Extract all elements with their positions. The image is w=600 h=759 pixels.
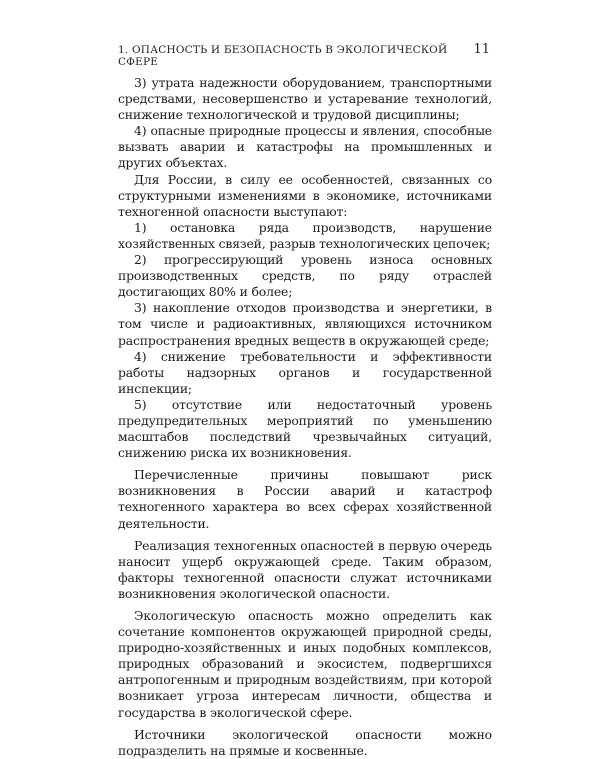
paragraph: Экологическую опасность можно определить как сочетание компонентов окружающей природной среды, природно-хозяйственных и иных подобных комплексов, природных образований и экосистем, подвергшихся антропогенным и природным воздействиям, при которой возникает угроза интересам личности, общества и государства в экологической сфере. [118,608,492,720]
paragraph: Реализация техногенных опасностей в первую очередь наносит ущерб окружающей среде. Таким образом, факторы техногенной опасности служат источниками возникновения экологической опасности. [118,537,492,601]
paragraph: 3) утрата надежности оборудованием, транспортными средствами, несовершенство и устаревание технологий, снижение технологической и трудовой дисциплины; [118,75,492,123]
paragraph: 4) снижение требовательности и эффективности работы надзорных органов и государственной инспекции; [118,348,492,396]
paragraph: Источники экологической опасности можно подразделить на прямые и косвенные. [118,726,492,758]
paragraph: 2) прогрессирующий уровень износа основных производственных средств, по ряду отраслей достигающих 80% и более; [118,252,492,300]
paragraph: 4) опасные природные процессы и явления, способные вызвать аварии и катастрофы на промышленных и других объектах. [118,123,492,171]
page-number: 11 [473,42,490,57]
body-text [118,75,492,759]
paragraph: Перечисленные причины повышают риск возникновения в России аварий и катастроф техногенного характера во всех сферах хозяйственной деятельности. [118,467,492,531]
paragraph: 3) накопление отходов производства и энергетики, в том числе и радиоактивных, являющихся источником распространения вредных веществ в окружающей среде; [118,300,492,348]
paragraph: 5) отсутствие или недостаточный уровень предупредительных мероприятий по уменьшению масштабов последствий чрезвычайных ситуаций, снижению риска их возникновения. [118,396,492,461]
paragraph: 1) остановка ряда производств, нарушение хозяйственных связей, разрыв технологических цепочек; [118,219,492,251]
running-head: 1. ОПАСНОСТЬ И БЕЗОПАСНОСТЬ В ЭКОЛОГИЧЕСКОЙ СФЕРЕ [118,44,448,68]
paragraph: Для России, в силу ее особенностей, связанных со структурными изменениями в экономике, источниками техногенной опасности выступают: [118,171,492,219]
